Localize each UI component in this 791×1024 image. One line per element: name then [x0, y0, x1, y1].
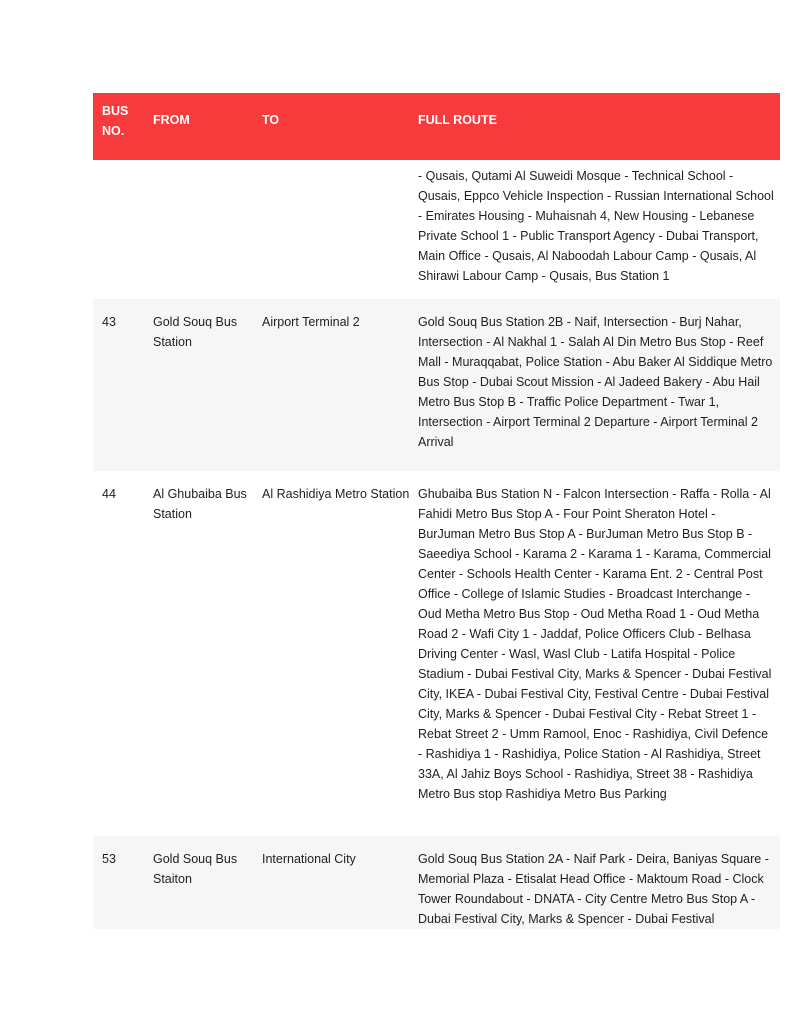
header-full-route: FULL ROUTE: [418, 113, 497, 127]
table-header: [93, 93, 780, 160]
route-to: Airport Terminal 2: [262, 315, 360, 329]
full-route: Gold Souq Bus Station 2A - Naif Park - Deira, Baniyas Square - Memorial Plaza - Etisalat Head Office - Maktoum Road - Clock Tower Roundabout - DNATA - City Centre Metro Bus Stop A - Dubai Festival City, Marks & Spencer - Dubai Festival: [418, 852, 769, 926]
route-from: Gold Souq Bus Station: [153, 315, 238, 349]
route-from: Gold Souq Bus Staiton: [153, 852, 238, 886]
table-row: [93, 160, 780, 299]
bus-number: 53: [102, 852, 116, 866]
route-from: Al Ghubaiba Bus Station: [153, 487, 247, 521]
full-route: Gold Souq Bus Station 2B - Naif, Intersection - Burj Nahar, Intersection - Al Nakhal 1 - Salah Al Din Metro Bus Stop - Reef Mall - Muraqqabat, Police Station - Abu Baker Al Siddique Metro Bus Stop - Dubai Scout Mission - Al Jadeed Bakery - Abu Hail Metro Bus Stop B - Traffic Police Department - Twar 1, Intersection - Airport Terminal 2 Departure - Airport Terminal 2 Arrival: [418, 315, 773, 449]
bus-number: 43: [102, 315, 116, 329]
bus-routes-table: [93, 93, 780, 929]
table-row: [93, 471, 780, 836]
full-route: - Qusais, Qutami Al Suweidi Mosque - Technical School - Qusais, Eppco Vehicle Inspection - Russian International School - Emirates Housing - Muhaisnah 4, New Housing - Lebanese Private School 1 - Public Transport Agency - Dubai Transport, Main Office - Qusais, Al Naboodah Labour Camp - Qusais, Al Shirawi Labour Camp - Qusais, Bus Station 1: [418, 169, 774, 283]
route-to: Al Rashidiya Metro Station: [262, 487, 410, 501]
bus-number: 44: [102, 487, 116, 501]
header-bus-no: BUS NO.: [102, 104, 129, 138]
header-to: TO: [262, 113, 280, 127]
route-to: International City: [262, 852, 356, 866]
table-row: [93, 836, 780, 929]
header-from: FROM: [153, 113, 190, 127]
full-route: Ghubaiba Bus Station N - Falcon Intersection - Raffa - Rolla - Al Fahidi Metro Bus Stop A - Four Point Sheraton Hotel - BurJuman Metro Bus Stop A - BurJuman Metro Bus Stop B - Saeediya School - Karama 2 - Karama 1 - Karama, Commercial Center - Schools Health Center - Karama Ent. 2 - Central Post Office - College of Islamic Studies - Broadcast Interchange - Oud Metha Metro Bus Stop - Oud Metha Road 1 - Oud Metha Road 2 - Wafi City 1 - Jaddaf, Police Officers Club - Belhasa Driving Center - Wasl, Wasl Club - Latifa Hospital - Police Stadium - Dubai Festival City, Marks & Spencer - Dubai Festival City, IKEA - Dubai Festival City, Festival Centre - Dubai Festival City, Marks & Spencer - Dubai Festival City - Rebat Street 1 - Rebat Street 2 - Umm Ramool, Enoc - Rashidiya, Civil Defence - Rashidiya 1 - Rashidiya, Police Station - Al Rashidiya, Street 33A, Al Jahiz Boys School - Rashidiya, Street 38 - Rashidiya Metro Bus stop Rashidiya Metro Bus Parking: [418, 487, 772, 801]
table-row: [93, 299, 780, 471]
